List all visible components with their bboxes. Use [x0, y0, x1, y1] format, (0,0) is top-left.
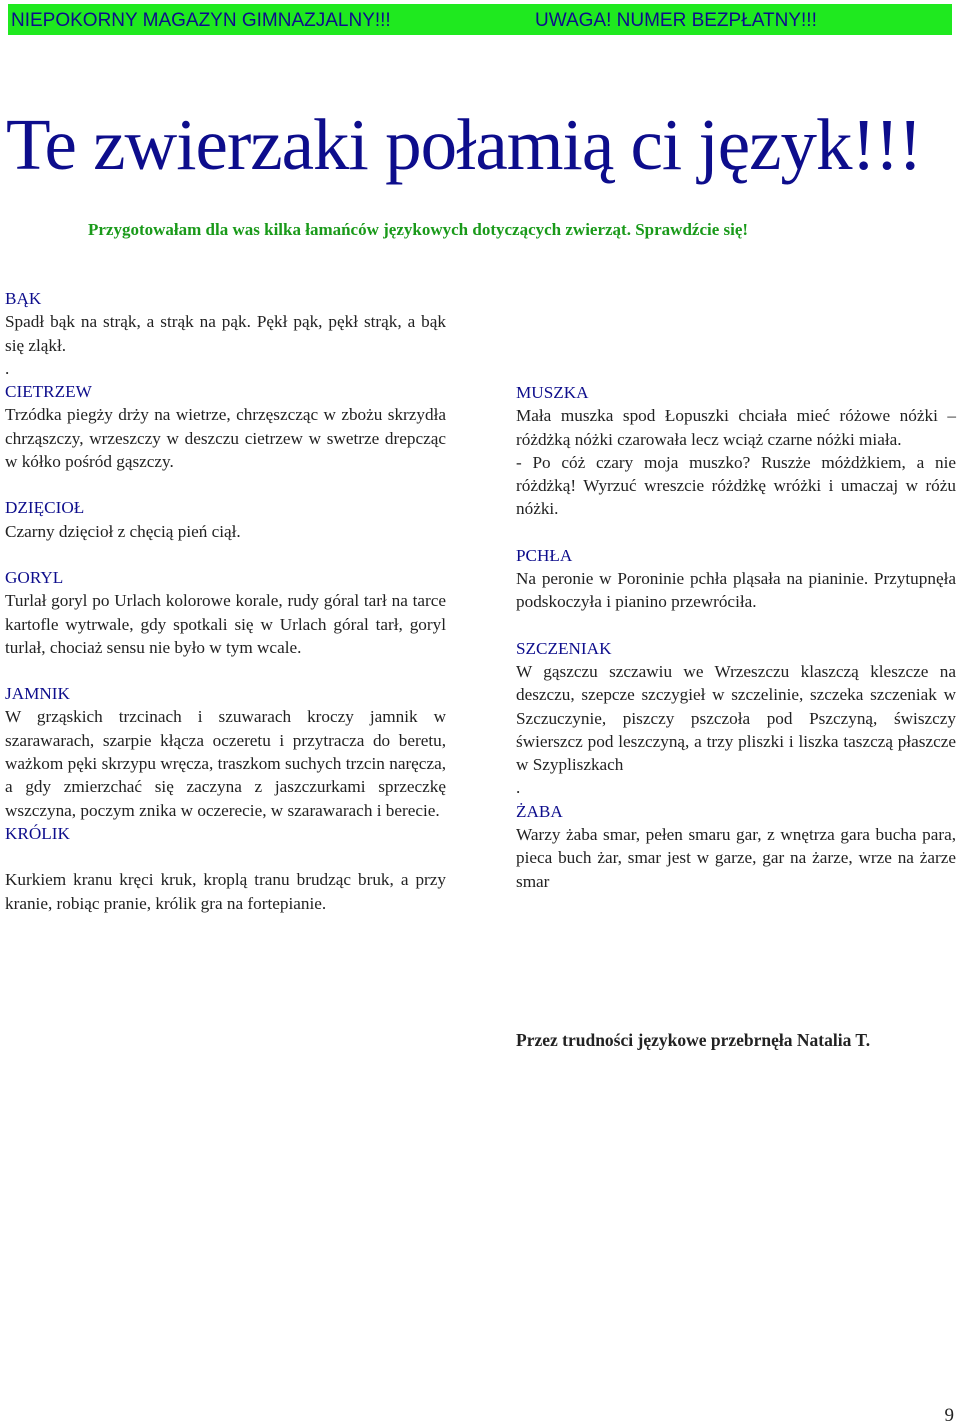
section-zaba: [516, 800, 956, 893]
section-heading: ŻABA: [516, 801, 563, 821]
article-title: Te zwierzaki połamią ci język!!!: [6, 104, 922, 185]
section-heading: KRÓLIK: [5, 823, 70, 843]
banner-free-issue-notice: UWAGA! NUMER BEZPŁATNY!!!: [535, 10, 817, 31]
section-text: Mała muszka spod Łopuszki chciała mieć różowe nóżki – różdżką nóżki czarowała lecz wciąż czarne nóżki miała. - Po cóż czary moja muszko? Ruszże móżdżkiem, a nie różdżką! Wyrzuć wreszcie różdżkę wróżki i umaczaj w różu nóżki.: [516, 406, 956, 519]
section-heading: MUSZKA: [516, 383, 589, 402]
section-text: Trzódka piegży drży na wietrze, chrzęszcząc w zbożu skrzydła chrząszczy, wrzeszczy w deszczu cietrzew w swetrze drepcząc w kółko pośród gąszczy.: [5, 405, 446, 472]
section-heading: CIETRZEW: [5, 382, 92, 402]
left-column: [5, 287, 446, 915]
section-text: W grząskich trzcinach i szuwarach kroczy jamnik w szarawarach, szarpie kłącza oczeretu i przytracza do beretu, ważkom pęki skrzypu wręcza, traszkom suchych trzcin naręcza, a gdy zmierzchać się zaczyna z jaszczurkami sprzeczkę wszczyna, poczym znika w oczerecie, w szarawarach i berecie.: [5, 707, 446, 820]
section-text: Kurkiem kranu kręci kruk, kroplą tranu brudząc bruk, a przy kranie, robiąc pranie, królik gra na fortepianie.: [5, 870, 446, 913]
section-jamnik: [5, 682, 446, 822]
section-text: Na peronie w Poroninie pchła pląsała na pianinie. Przytupnęła podskoczyła i pianino przewróciła.: [516, 569, 956, 612]
section-text: W gąszczu szczawiu we Wrzeszczu klaszczą kleszcze na deszczu, szepcze szczygieł w szczelinie, szczeka szczeniak w Szczuczynie, piszczy pszczoła pod Pszczyną, świszczy świerszcz pod leszczyną, a trzy pliszki i liszka taszczą płaszcze w Szypliszkach .: [516, 661, 956, 798]
section-bak: [5, 287, 446, 380]
section-heading: DZIĘCIOŁ: [5, 498, 85, 518]
section-heading: PCHŁA: [516, 545, 573, 565]
section-heading: GORYL: [5, 567, 64, 587]
section-goryl: [5, 566, 446, 659]
header-banner: [8, 4, 952, 35]
section-cietrzew: [5, 380, 446, 473]
section-muszka: [516, 381, 956, 521]
section-text: Turlał goryl po Urlach kolorowe korale, rudy góral tarł na tarce kartofle wytrwale, gdy spotkali się w Urlach góral tarł, goryl turlał, chociaż sensu nie było w tym wcale.: [5, 591, 446, 657]
author-signature: Przez trudności językowe przebrnęła Natalia T.: [516, 1030, 871, 1050]
section-krolik: [5, 822, 446, 915]
section-heading: SZCZENIAK: [516, 638, 612, 658]
section-pchla: [516, 544, 956, 614]
section-heading: BĄK: [5, 289, 42, 308]
right-column: [516, 381, 956, 893]
article-subtitle: Przygotowałam dla was kilka łamańców językowych dotyczących zwierząt. Sprawdźcie się!: [88, 220, 749, 239]
page-number: 9: [944, 1405, 954, 1426]
section-szczeniak: [516, 637, 956, 800]
section-dzieciol: [5, 496, 446, 543]
section-text: Spadł bąk na strąk, a strąk na pąk. Pękł pąk, pękł strąk, a bąk się zląkł. .: [5, 312, 446, 378]
section-text: Warzy żaba smar, pełen smaru gar, z wnętrza gara bucha para, pieca buch żar, smar jest w garze, gar na żarze, wrze na żarze smar: [516, 825, 956, 891]
banner-magazine-name: NIEPOKORNY MAGAZYN GIMNAZJALNY!!!: [11, 10, 391, 31]
section-text: Czarny dzięcioł z chęcią pień ciął.: [5, 521, 241, 541]
section-heading: JAMNIK: [5, 684, 70, 704]
